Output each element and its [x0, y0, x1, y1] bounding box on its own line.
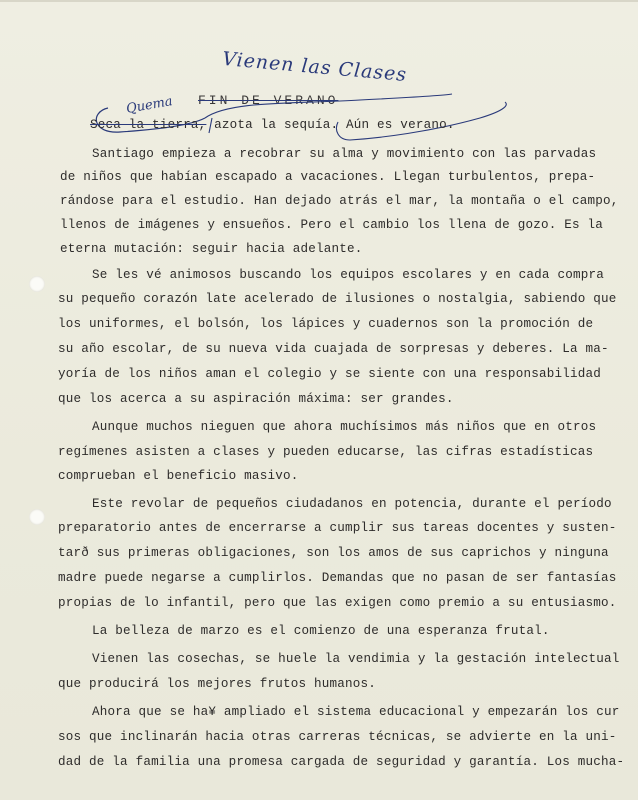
first-line	[90, 118, 455, 132]
text-line: de niños que habían escapado a vacaciones. Llegan turbulentos, prepa-	[60, 170, 596, 184]
text-line: sos que inclinarán hacia otras carreras técnicas, se advierte en la uni-	[58, 730, 617, 744]
text-line: llenos de imágenes y ensueños. Pero el cambio los llena de gozo. Es la	[60, 218, 604, 232]
struck-title: FIN DE VERANO	[198, 93, 339, 108]
text-line: rándose para el estudio. Han dejado atrás el mar, la montaña o el campo,	[60, 194, 619, 208]
page-top-edge	[0, 0, 638, 2]
struck-phrase: Seca la tierra,	[90, 118, 207, 132]
text-line: yoría de los niños aman el colegio y se siente con una responsabilidad	[58, 367, 602, 381]
text-line: dad de la familia una promesa cargada de seguridad y garantía. Los mucha-	[58, 755, 625, 769]
text-line: que producirá los mejores frutos humanos.	[58, 677, 377, 691]
text-line: su año escolar, de su nueva vida cuajada de sorpresas y deberes. La ma-	[58, 342, 609, 356]
text-line: eterna mutación: seguir hacia adelante.	[60, 242, 363, 256]
handwritten-insert: Quema	[125, 94, 174, 117]
text-line: regímenes asisten a clases y pueden educarse, las cifras estadísticas	[58, 445, 594, 459]
text-line: los uniformes, el bolsón, los lápices y cuadernos son la promoción de	[58, 317, 594, 331]
text-line: Santiago empieza a recobrar su alma y movimiento con las parvadas	[92, 147, 597, 161]
text-line: propias de lo infantil, pero que las exigen como premio a su entusiasmo.	[58, 596, 617, 610]
text-line: Aunque muchos nieguen que ahora muchísimos más niños que en otros	[92, 420, 597, 434]
first-line-rest: azota la sequía. Aún es verano.	[206, 118, 455, 132]
text-line: La belleza de marzo es el comienzo de una esperanza frutal.	[92, 624, 550, 638]
text-line: Se les vé animosos buscando los equipos escolares y en cada compra	[92, 268, 604, 282]
text-line: comprueban el beneficio masivo.	[58, 469, 299, 483]
text-line: su pequeño corazón late acelerado de ilusiones o nostalgia, sabiendo que	[58, 292, 617, 306]
text-line: Vienen las cosechas, se huele la vendimia y la gestación intelectual	[92, 652, 620, 666]
text-line: tarð sus primeras obligaciones, son los amos de sus caprichos y ninguna	[58, 546, 609, 560]
text-line: Este revolar de pequeños ciudadanos en potencia, durante el período	[92, 497, 612, 511]
punch-hole-bottom	[29, 509, 45, 525]
text-line: Ahora que se ha¥ ampliado el sistema educacional y empezarán los cur	[92, 705, 620, 719]
text-line: madre puede negarse a cumplirlos. Demandas que no pasan de ser fantasías	[58, 571, 617, 585]
punch-hole-top	[29, 276, 45, 292]
text-line: que los acerca a su aspiración máxima: ser grandes.	[58, 392, 454, 406]
text-line: preparatorio antes de encerrarse a cumplir sus tareas docentes y susten-	[58, 521, 617, 535]
handwritten-title: Vienen las Clases	[221, 47, 408, 87]
